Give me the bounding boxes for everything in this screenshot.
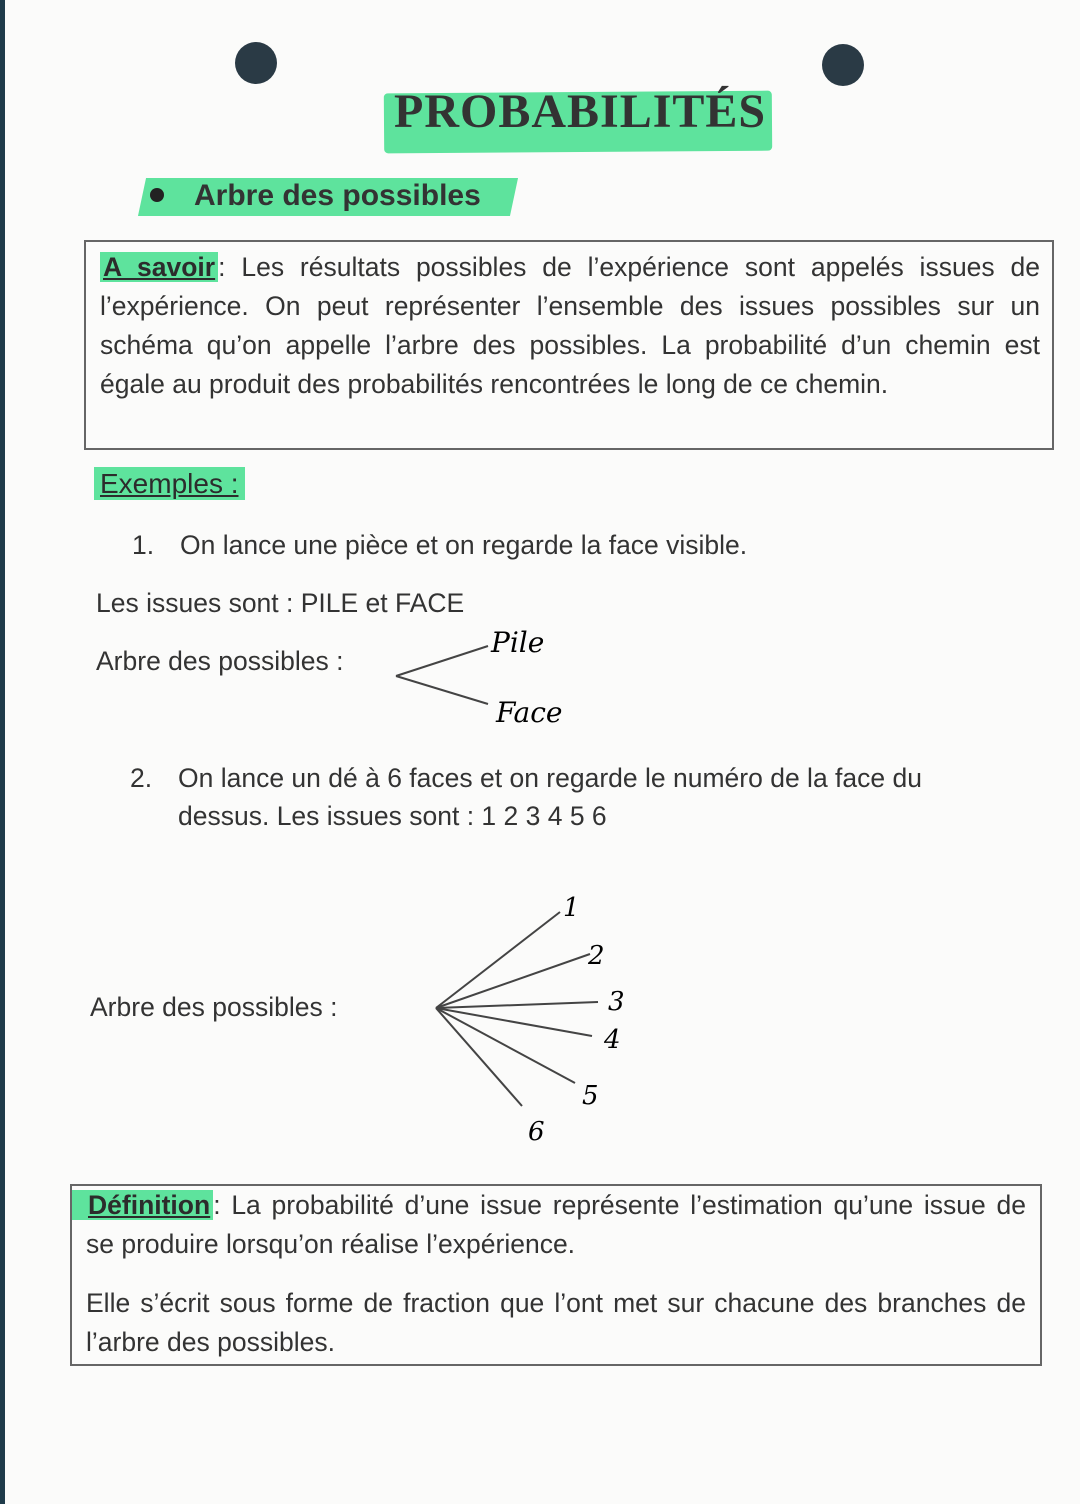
examples-label: Exemples : (94, 468, 245, 500)
example-1-number: 1. (132, 530, 155, 560)
dice-tree-label-2: 2 (588, 941, 605, 971)
coin-tree-label-face: Face (496, 696, 563, 729)
a-savoir-box (84, 240, 1054, 450)
example-2-number: 2. (130, 763, 153, 793)
dice-tree-label-4: 4 (604, 1025, 621, 1055)
example-1-issues: Les issues sont : PILE et FACE (96, 588, 465, 618)
title-text: PROBABILITÉS (394, 85, 767, 138)
example-2-tree-label: Arbre des possibles : (90, 992, 338, 1022)
section-heading (142, 176, 518, 218)
example-2-line-2: dessus. Les issues sont : 1 2 3 4 5 6 (178, 801, 607, 831)
coin-tree-branch-pile (396, 646, 488, 676)
example-2-line-1: On lance un dé à 6 faces et on regarde le numéro de la face du (178, 763, 922, 793)
section-title: Arbre des possibles (194, 179, 481, 212)
dice-tree-branch-4 (436, 1008, 592, 1036)
coin-tree (388, 624, 588, 734)
bullet-icon (150, 188, 164, 202)
definition-label: Définition (72, 1190, 213, 1220)
dice-tree-label-5: 5 (582, 1081, 599, 1111)
binder-hole-right (822, 44, 864, 86)
example-1-tree-label: Arbre des possibles : (96, 646, 344, 676)
definition-text-1: La probabilité d’une issue représente l’estimation qu’une issue de se produire lorsqu’on réalise l’expérience. (86, 1190, 1026, 1259)
a-savoir-label: A savoir (100, 252, 218, 282)
dice-tree-branch-5 (436, 1008, 575, 1083)
dice-tree (420, 880, 660, 1150)
dice-tree-label-6: 6 (528, 1117, 545, 1147)
dice-tree-branch-6 (436, 1008, 522, 1106)
coin-tree-branch-face (396, 676, 488, 704)
coin-tree-label-pile: Pile (491, 626, 545, 659)
page-title (384, 80, 772, 154)
page-edge (0, 0, 5, 1504)
a-savoir-paragraph: A savoir : Les résultats possibles de l’expérience sont appelés issues de l’expérience. On peut représenter l’ensemble des issues possibles sur un schéma qu’on appelle l’arbre des possibles. La probabilité d’un chemin est égale au produit des probabilités rencontrées le long de ce chemin. (100, 252, 1041, 399)
a-savoir-text: Les résultats possibles de l’expérience sont appelés issues de l’expérience. On peut représenter l’ensemble des issues possibles sur un schéma qu’on appelle l’arbre des possibles. La probabilité d’un chemin est égale au produit des probabilités rencontrées le long de ce chemin. (100, 252, 1041, 399)
dice-tree-branch-3 (436, 1002, 598, 1008)
definition-text-2: Elle s’écrit sous forme de fraction que l’ont met sur chacune des branches de l’arbre des possibles. (86, 1288, 1026, 1357)
example-1-text: On lance une pièce et on regarde la face visible. (180, 530, 748, 560)
definition-box (70, 1184, 1042, 1366)
binder-hole-left (235, 42, 277, 84)
definition-paragraph-1: Définition : La probabilité d’une issue représente l’estimation qu’une issue de se produire lorsqu’on réalise l’expérience. (86, 1186, 1026, 1264)
definition-paragraph-2 (86, 1284, 1026, 1362)
dice-tree-label-3: 3 (608, 987, 625, 1017)
dice-tree-branch-2 (436, 954, 590, 1008)
dice-tree-label-1: 1 (563, 893, 580, 923)
dice-tree-branch-1 (436, 912, 560, 1008)
